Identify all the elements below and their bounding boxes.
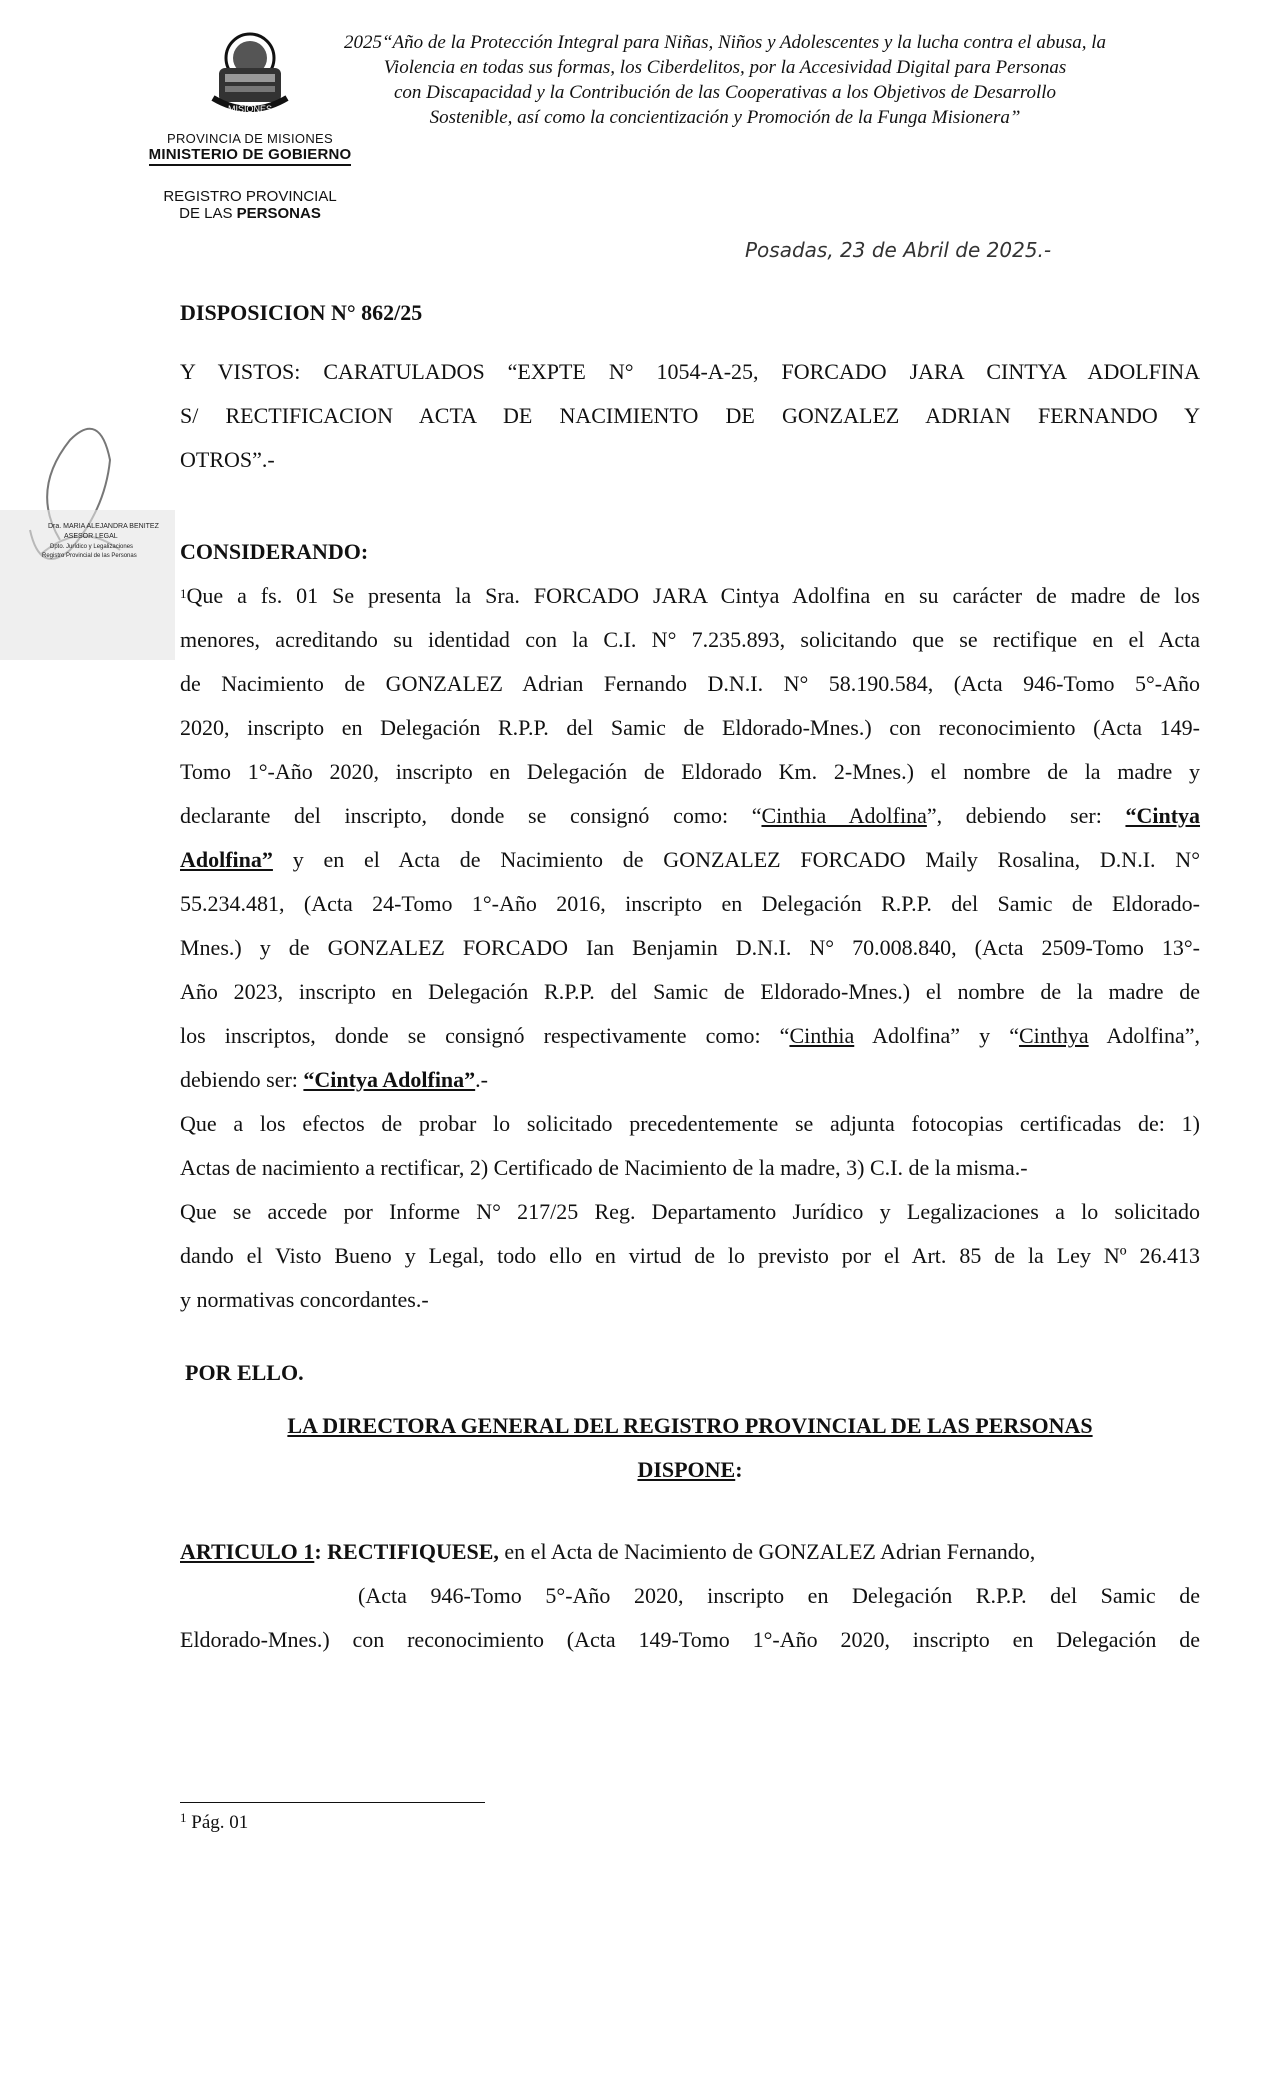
articulo-1: ARTICULO 1: RECTIFIQUESE, en el Acta de Nacimiento de GONZALEZ Adrian Fernando, (Acta 946-Tomo 5°-Año 2020, inscripto en Delegación R.P.P. del Samic de Eldorado-Mnes.) con reconocimiento (Acta 149-Tomo 1°-Año 2020, inscripto en Delegación de	[180, 1539, 1200, 1652]
registry-line2: DE LAS PERSONAS	[179, 205, 321, 222]
considerando-title: CONSIDERANDO:	[180, 539, 369, 564]
crest-text: MISIONES	[227, 104, 273, 114]
directora-line: LA DIRECTORA GENERAL DEL REGISTRO PROVINCIAL DE LAS PERSONAS	[287, 1413, 1093, 1438]
motto-line: Sostenible, así como la concientización y Promoción de la Funga Misionera”	[429, 107, 1021, 128]
motto-line: Violencia en todas sus formas, los Ciberdelitos, por la Accesividad Digital para Personas	[383, 57, 1067, 78]
ministry-name: MINISTERIO DE GOBIERNO	[149, 146, 352, 166]
signature-stamp-image	[0, 400, 175, 660]
province-name: PROVINCIA DE MISIONES	[167, 131, 333, 146]
stamp-line: ASESOR LEGAL	[64, 533, 118, 540]
registry-line1: REGISTRO PROVINCIAL	[163, 188, 337, 205]
dispone-line: DISPONE:	[637, 1457, 743, 1482]
considerando-section: CONSIDERANDO: $^1$Que a fs. 01 Se presenta la Sra. FORCADO JARA Cintya Adolfina en su carácter de madre de los menores, acreditando su identidad con la C.I. N° 7.235.893, solicitando que se rectifique en el Acta de Nacimiento de GONZALEZ Adrian Fernando D.N.I. N° 58.190.584, (Acta 946-Tomo 5°-Año 2020, inscripto en Delegación R.P.P. del Samic de Eldorado-Mnes.) con reconocimiento (Acta 149- Tomo 1°-Año 2020, inscripto en Delegación de Eldorado Km. 2-Mnes.) el nombre de la madre y declarante del inscripto, donde se consignó como: “Cinthia Adolfina”, debiendo ser: “Cintya Adolfina” y en el Acta de Nacimiento de GONZALEZ FORCADO Maily Rosalina, D.N.I. N° 55.234.481, (Acta 24-Tomo 1°-Año 2016, inscripto en Delegación R.P.P. del Samic de Eldorado- Mnes.) y de GONZALEZ FORCADO Ian Benjamin D.N.I. N° 70.008.840, (Acta 2509-Tomo 13°- Año 2023, inscripto en Delegación R.P.P. del Samic de Eldorado-Mnes.) el nombre de la madre de los inscriptos, donde se consignó respectivamente como: “Cinthia Adolfina” y “Cinthya Adolfina”, debiendo ser: “Cintya Adolfina”.- Que a los efectos de probar lo solicitado precedentemente se adjunta fotocopias certificadas de: 1) Actas de nacimiento a rectificar, 2) Certificado de Nacimiento de la madre, 3) C.I. de la misma.- Que se accede por Informe N° 217/25 Reg. Departamento Jurídico y Legalizaciones a lo solicitado dando el Visto Bueno y Legal, todo ello en virtud de lo previsto por el Art. 85 de la Ley Nº 26.413 y normativas concordantes.-	[180, 530, 1200, 1322]
stamp-line: Dpto. Jurídico y Legalizaciones	[50, 544, 134, 550]
footnote-reference: 1	[180, 586, 187, 601]
vistos-section	[180, 350, 1200, 482]
vistos-line: S/ RECTIFICACION ACTA DE NACIMIENTO DE GONZALEZ ADRIAN FERNANDO Y	[180, 403, 1200, 428]
motto-line: con Discapacidad y la Contribución de las Cooperativas a los Objetivos de Desarrollo	[393, 82, 1057, 103]
header-motto	[290, 30, 1160, 130]
footnote-rule	[180, 1802, 485, 1803]
provincial-crest-icon	[205, 28, 295, 120]
vistos-line: Y VISTOS: CARATULADOS “EXPTE N° 1054-A-25, FORCADO JARA CINTYA ADOLFINA	[180, 359, 1200, 384]
document-date: Posadas, 23 de Abril de 2025.-	[745, 238, 1052, 262]
por-ello-heading: POR ELLO.	[185, 1360, 304, 1385]
motto-line: 2025“Año de la Protección Integral para Niñas, Niños y Adolescentes y la lucha contra el abusa, la	[343, 32, 1107, 53]
stamp-line: Registro Provincial de las Personas	[42, 553, 137, 559]
footnote: $^1$ Pág. 01	[180, 1810, 249, 1833]
articulo-label: ARTICULO 1	[180, 1539, 315, 1564]
vistos-line: OTROS”.-	[180, 447, 275, 472]
directora-heading	[180, 1404, 1200, 1492]
stamp-line: Dra. MARIA ALEJANDRA BENITEZ	[48, 523, 159, 530]
document-title: DISPOSICION N° 862/25	[180, 300, 423, 325]
